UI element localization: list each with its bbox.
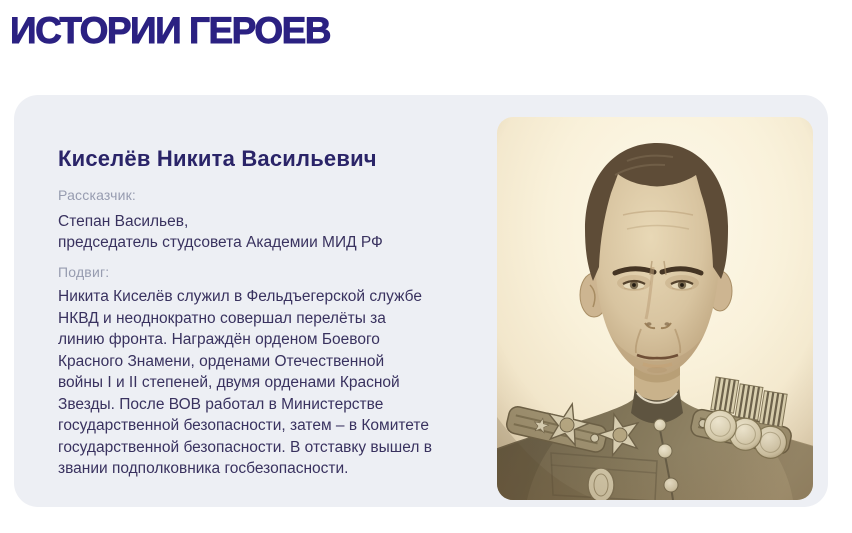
feat-text-line: линию фронта. Награждён орденом Боевого [58, 331, 380, 348]
feat-text-line: НКВД и неоднократно совершал перелёты за [58, 309, 386, 327]
narrator-name: Степан Васильев, [58, 213, 189, 230]
feat-text-line: Звезды. После ВОВ работал в Министерстве [58, 395, 384, 413]
hero-portrait-photo [497, 117, 813, 500]
feat-text-line: Красного Знамени, орденами Отечественной [58, 352, 385, 370]
hero-card-content [58, 145, 482, 480]
feat-text-line: государственной безопасности. В отставку вышел в [58, 438, 432, 456]
feat-text [58, 286, 482, 480]
narrator-info [58, 211, 482, 253]
hero-name: Киселёв Никита Васильевич [58, 146, 377, 171]
page-title: ИСТОРИИ ГЕРОЕВ [10, 10, 331, 51]
feat-label: Подвиг: [58, 264, 110, 280]
feat-text-line: звании подполковника госбезопасности. [58, 460, 349, 477]
hero-card [14, 95, 828, 507]
feat-text-line: войны I и II степеней, двумя орденами Красной [58, 374, 400, 391]
feat-text-line: государственной безопасности, затем – в Комитете [58, 417, 429, 434]
narrator-role: председатель студсовета Академии МИД РФ [58, 234, 383, 251]
feat-text-line: Никита Киселёв служил в Фельдъегерской службе [58, 288, 422, 305]
narrator-label: Рассказчик: [58, 187, 137, 203]
officer-portrait-illustration [497, 117, 813, 500]
